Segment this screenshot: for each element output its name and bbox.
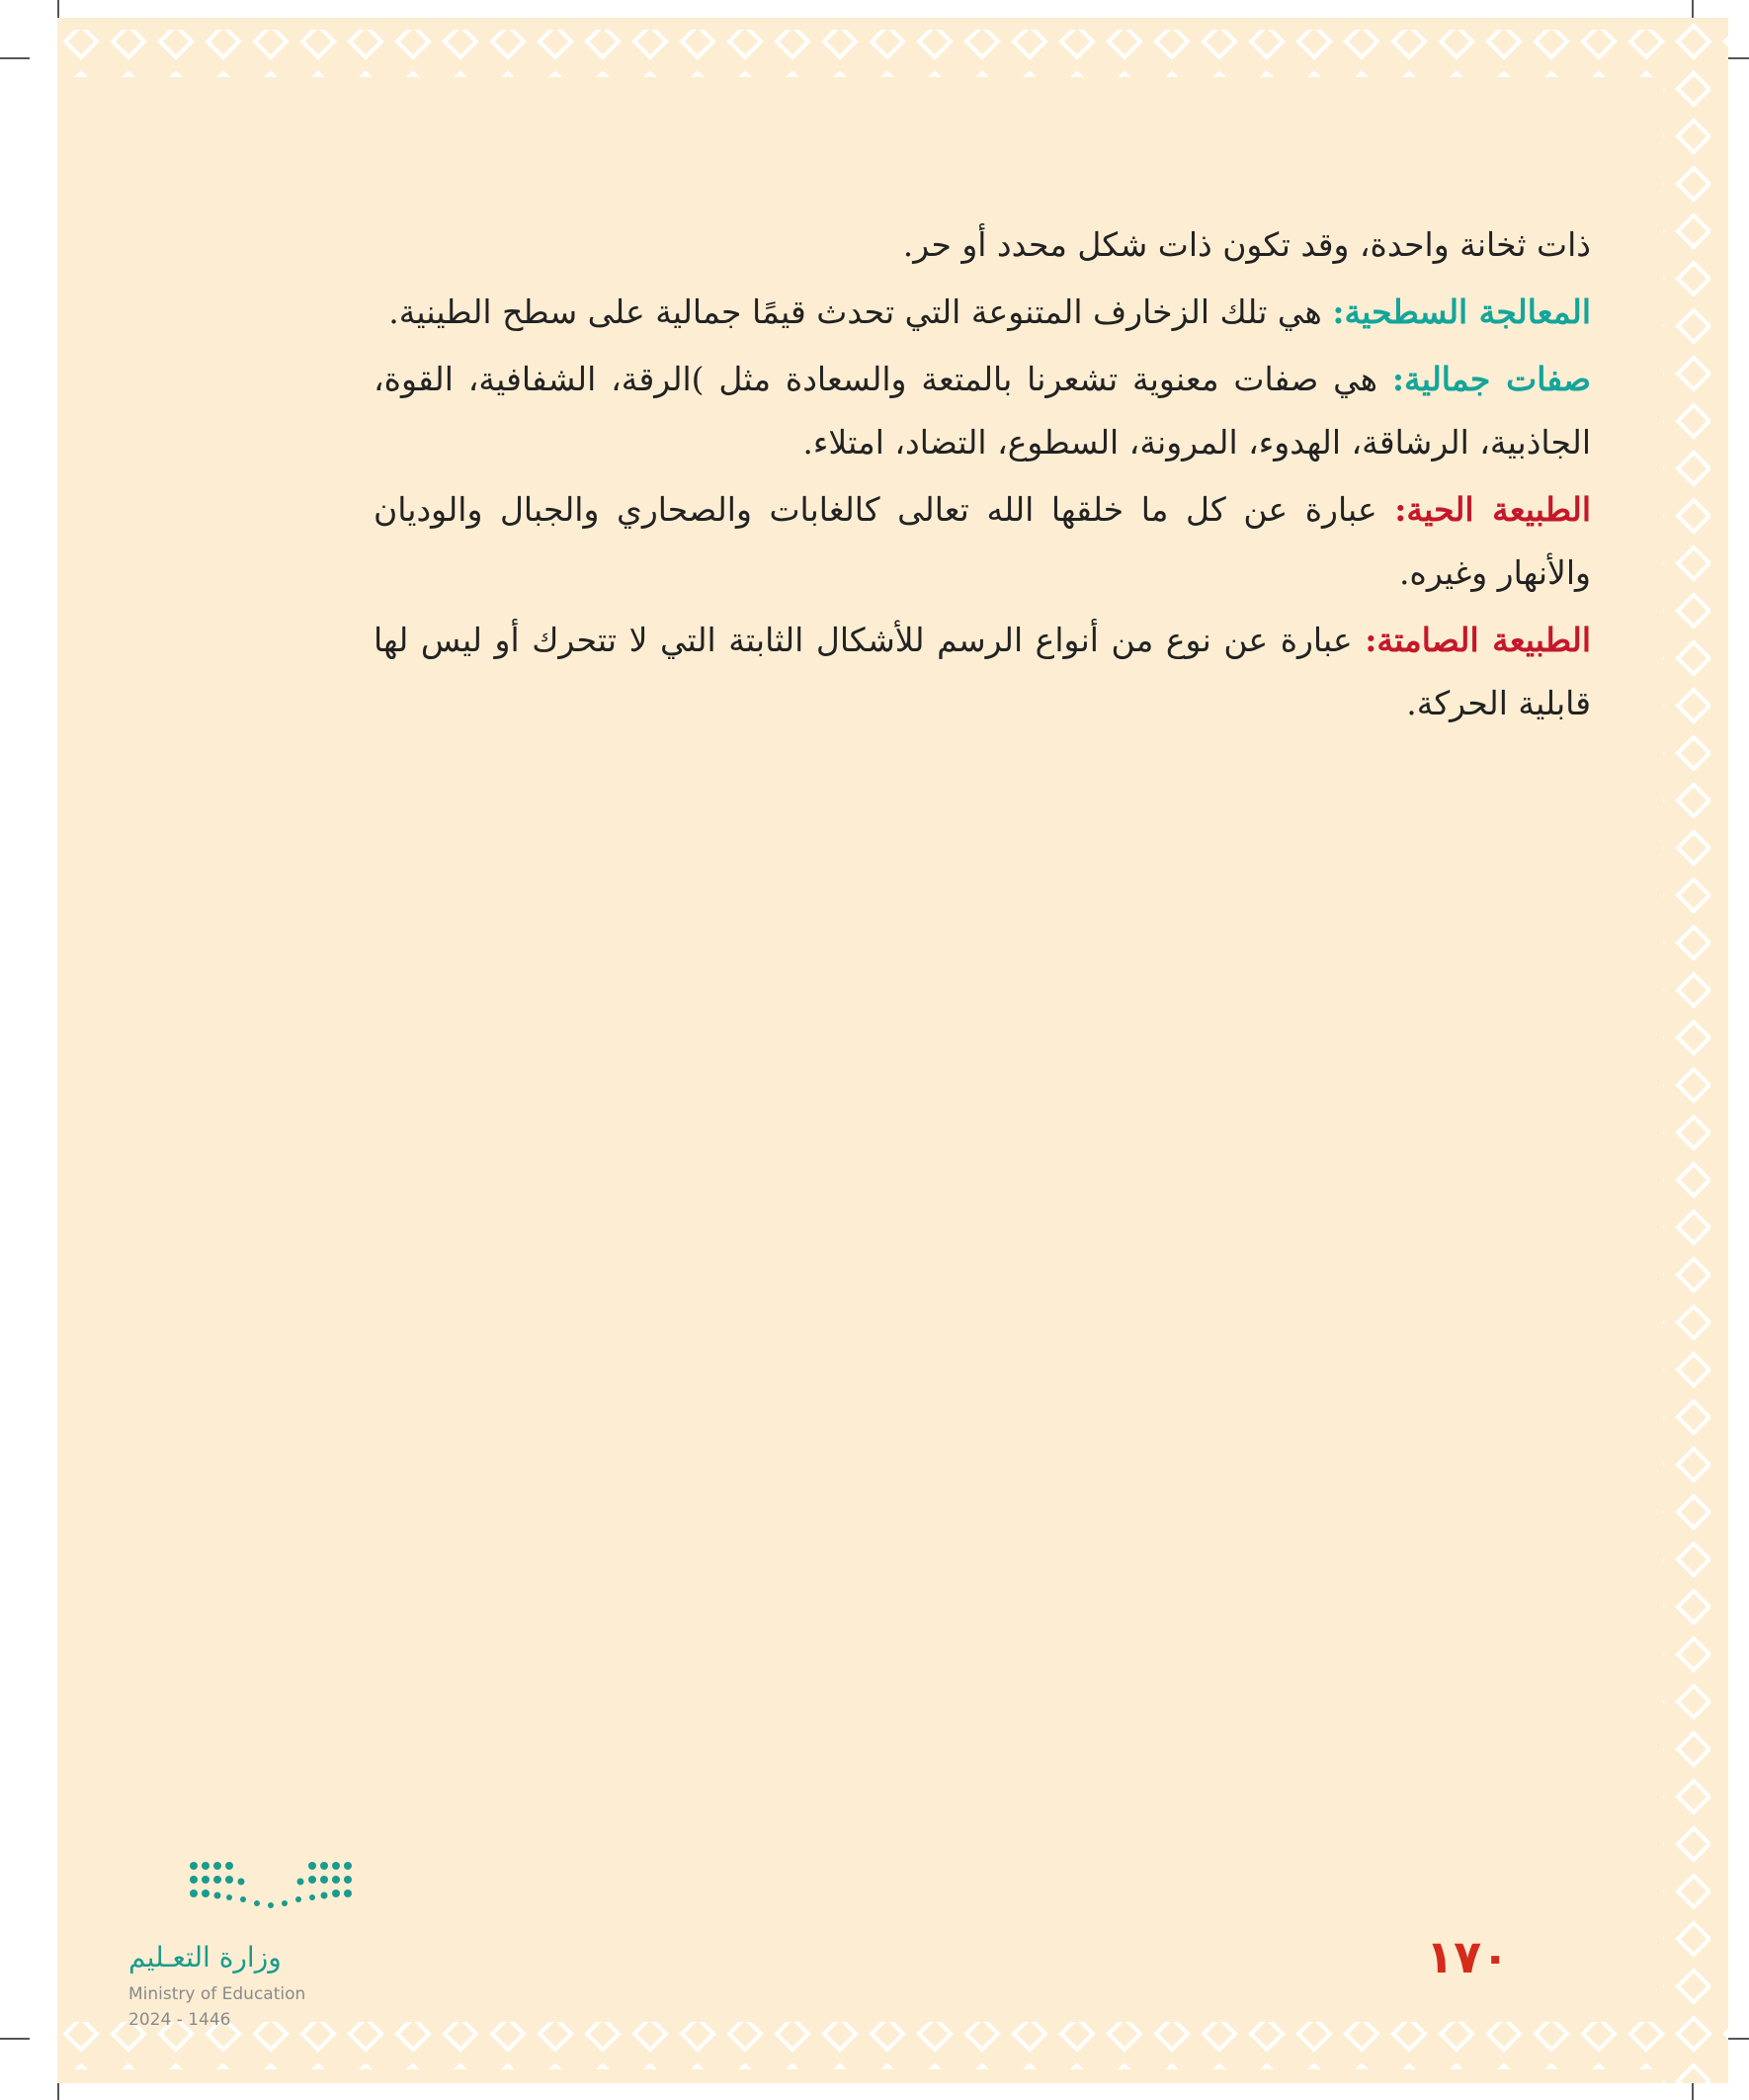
glossary-definition: هي صفات معنوية تشعرنا بالمتعة والسعادة مثل )الرقة، الشفافية، القوة، الجاذبية، الرشاقة، الهدوء، المرونة، السطوع، التضاد، امتلاء. xyxy=(374,360,1591,462)
glossary-definition: هي تلك الزخارف المتنوعة التي تحدث قيمًا جمالية على سطح الطينية. xyxy=(388,293,1333,331)
glossary-term: الطبيعة الصامتة: xyxy=(1365,621,1591,659)
book-page xyxy=(57,18,1728,2083)
paragraph-text: ذات ثخانة واحدة، وقد تكون ذات شكل محدد أو حر. xyxy=(902,225,1591,264)
glossary-term: الطبيعة الحية: xyxy=(1394,490,1591,529)
glossary-definition: عبارة عن كل ما خلقها الله تعالى كالغابات والصحاري والجبال والوديان والأنهار وغيره. xyxy=(374,490,1591,592)
ministry-name-arabic: وزارة التعـليم xyxy=(128,1941,282,1974)
glossary-term: المعالجة السطحية: xyxy=(1332,293,1591,331)
glossary-text xyxy=(374,213,1591,739)
edition-year: 2024 - 1446 xyxy=(128,2010,231,2030)
glossary-entry-still-life xyxy=(374,609,1591,735)
glossary-definition: عبارة عن نوع من أنواع الرسم للأشكال الثابتة التي لا تتحرك أو ليس لها قابلية الحركة. xyxy=(374,621,1591,722)
ministry-logo-dots-icon xyxy=(188,1858,356,1917)
glossary-line-1 xyxy=(374,213,1591,277)
crop-mark xyxy=(0,2038,30,2040)
glossary-entry-surface-treatment xyxy=(374,281,1591,344)
glossary-entry-living-nature xyxy=(374,478,1591,605)
ministry-name-english: Ministry of Education xyxy=(128,1984,306,2004)
page-number: ١٧٠ xyxy=(1426,1930,1510,1983)
glossary-entry-aesthetic-qualities xyxy=(374,348,1591,474)
glossary-term: صفات جمالية: xyxy=(1391,360,1591,398)
crop-mark xyxy=(0,57,30,59)
